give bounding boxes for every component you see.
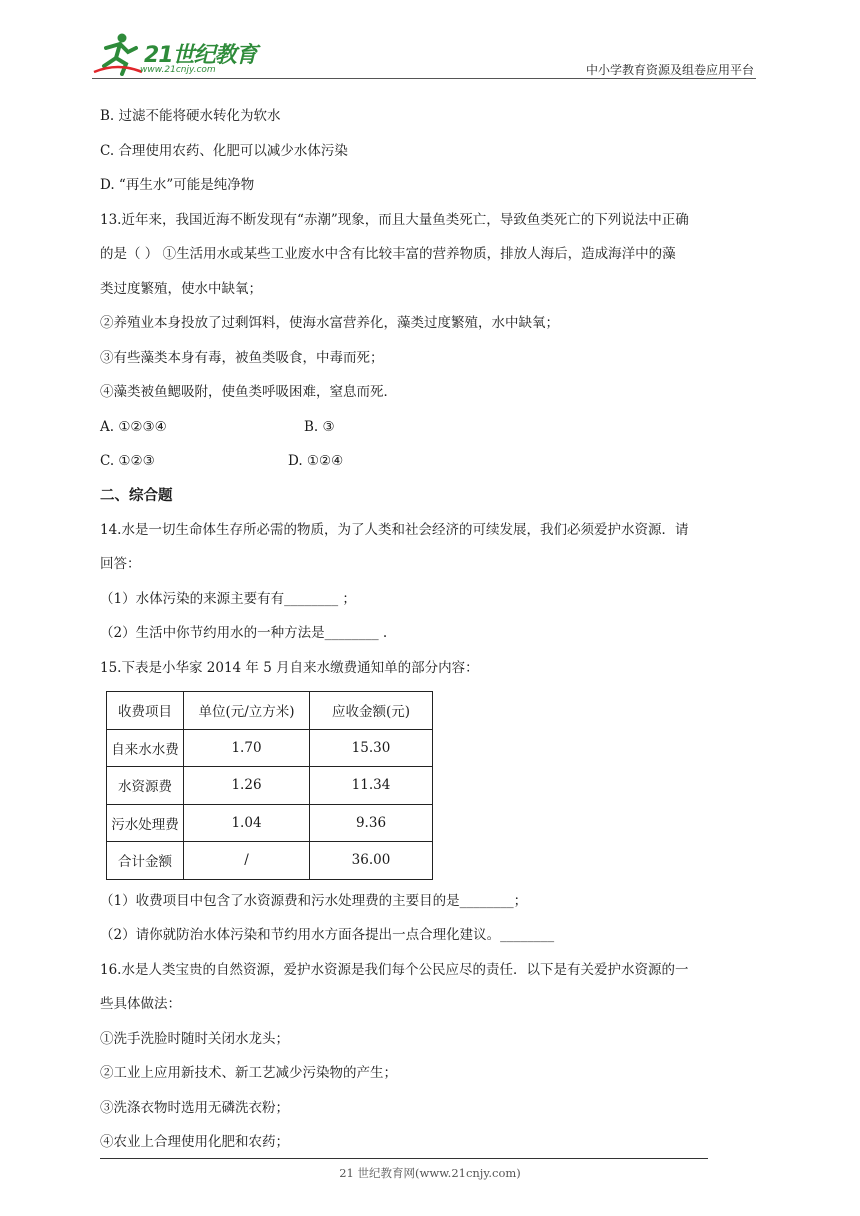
table-cell: 1.04 — [184, 804, 310, 842]
q13-stem-line1: 13.近年来，我国近海不断发现有“赤潮”现象，而且大量鱼类死亡，导致鱼类死亡的下列说法中正确 — [100, 211, 689, 228]
q14-part-1: （1）水体污染的来源主要有有________ ； — [100, 590, 356, 607]
page-footer: 21 世纪教育网(www.21cnjy.com) — [339, 1166, 521, 1180]
q15-part-1: （1）收费项目中包含了水资源费和污水处理费的主要目的是________； — [100, 892, 528, 909]
table-header-cell: 应收金额(元) — [310, 692, 433, 730]
q16-stem-line1: 16.水是人类宝贵的自然资源，爱护水资源是我们每个公民应尽的责任．以下是有关爱护水资源的一 — [100, 961, 689, 978]
q12-option-c: C. 合理使用农药、化肥可以减少水体污染 — [100, 142, 348, 159]
table-row — [107, 804, 433, 842]
table-cell: 合计金额 — [107, 842, 184, 880]
water-bill-table — [106, 691, 433, 880]
q13-statement-3: ③有些藻类本身有毒，被鱼类吸食，中毒而死； — [100, 349, 384, 366]
platform-name: 中小学教育资源及组卷应用平台 — [585, 63, 754, 77]
table-cell: 15.30 — [310, 729, 433, 767]
section-title: 二、综合题 — [100, 487, 173, 504]
q16-item-2: ②工业上应用新技术、新工艺减少污染物的产生； — [100, 1065, 397, 1081]
q14-stem-line2: 回答： — [100, 556, 141, 572]
q15-intro: 15.下表是小华家 2014 年 5 月自来水缴费通知单的部分内容： — [100, 659, 479, 676]
q13-options-row2 — [100, 444, 765, 479]
table-cell: 水资源费 — [107, 767, 184, 805]
q16-item-1: ①洗手洗脸时随时关闭水龙头； — [100, 1030, 289, 1047]
q16-item-4: ④农业上合理使用化肥和农药； — [100, 1134, 289, 1150]
page-content — [100, 99, 765, 1160]
q13-option-a: A. ①②③④ — [100, 418, 167, 435]
q14-stem-line1: 14.水是一切生命体生存所必需的物质，为了人类和社会经济的可续发展，我们必须爱护水资源．请 — [100, 521, 689, 538]
table-cell: / — [184, 842, 310, 880]
q13-stem-line2: 的是（ ） ①生活用水或某些工业废水中含有比较丰富的营养物质，排放人海后，造成海洋中的藻 — [100, 246, 676, 262]
table-header-row — [107, 692, 433, 730]
q16-item-3: ③洗涤衣物时选用无磷洗衣粉； — [100, 1099, 289, 1116]
q13-option-b: B. ③ — [304, 418, 335, 435]
page-header — [0, 0, 860, 80]
q13-option-d: D. ①②④ — [288, 453, 344, 469]
logo-url: www.21cnjy.com — [140, 65, 216, 75]
footer-divider — [100, 1158, 708, 1159]
table-cell: 11.34 — [310, 767, 433, 805]
runner-logo-icon — [92, 32, 144, 76]
table-cell: 自来水水费 — [107, 729, 184, 767]
table-row — [107, 729, 433, 767]
q15-part-2: （2）请你就防治水体污染和节约用水方面各提出一点合理化建议。________ — [100, 927, 555, 943]
table-cell: 36.00 — [310, 842, 433, 880]
table-cell: 1.70 — [184, 729, 310, 767]
q13-stem-line3: 类过度繁殖，使水中缺氧； — [100, 280, 262, 297]
logo — [92, 32, 262, 78]
q12-option-d: D. “再生水”可能是纯净物 — [100, 177, 255, 193]
q16-stem-line2: 些具体做法： — [100, 996, 181, 1012]
table-header-cell: 收费项目 — [107, 692, 184, 730]
table-cell: 1.26 — [184, 767, 310, 805]
table-cell: 9.36 — [310, 804, 433, 842]
q13-options-row1 — [100, 410, 765, 445]
table-row — [107, 842, 433, 880]
q13-statement-4: ④藻类被鱼鳃吸附，使鱼类呼吸困难，窒息而死． — [100, 384, 397, 400]
logo-text: 21世纪教育 — [144, 43, 257, 68]
q12-option-b: B. 过滤不能将硬水转化为软水 — [100, 108, 281, 124]
table-cell: 污水处理费 — [107, 804, 184, 842]
table-header-cell: 单位(元/立方米) — [184, 692, 310, 730]
header-divider — [92, 78, 756, 79]
table-row — [107, 767, 433, 805]
q14-part-2: （2）生活中你节约用水的一种方法是________ . — [100, 625, 388, 641]
q13-option-c: C. ①②③ — [100, 453, 155, 469]
q13-statement-2: ②养殖业本身投放了过剩饵料，使海水富营养化，藻类过度繁殖，水中缺氧； — [100, 315, 559, 331]
